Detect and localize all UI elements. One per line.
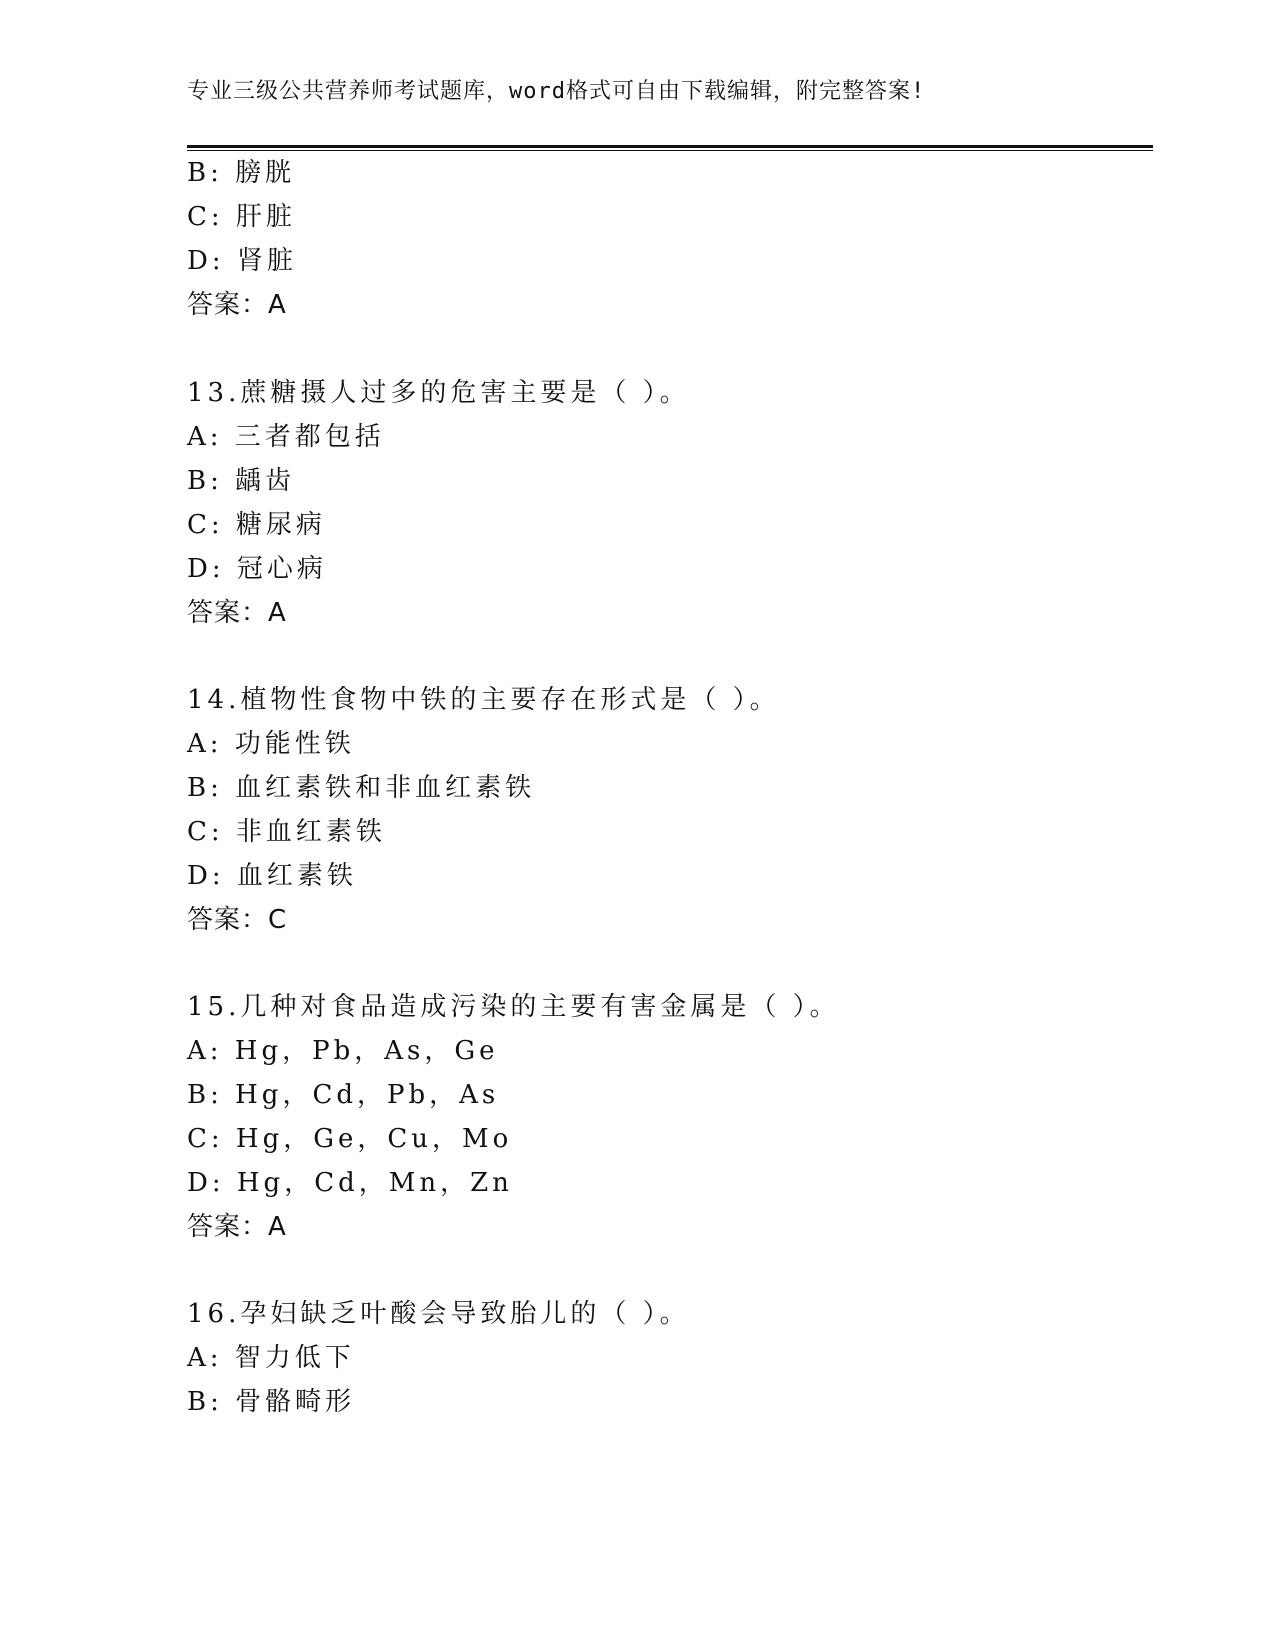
q12-option-c: C: 肝脏	[187, 202, 296, 232]
q13-stem: 13.蔗糖摄人过多的危害主要是（ ）。	[187, 378, 690, 408]
q13-option-a: A: 三者都包括	[187, 422, 385, 452]
q15-option-a: A: Hg，Pb，As，Ge	[187, 1036, 499, 1066]
q12-answer: 答案：A	[187, 290, 287, 320]
q14-option-d: D: 血红素铁	[187, 861, 357, 891]
q14-option-b: B: 血红素铁和非血红素铁	[187, 773, 536, 803]
q16-option-a: A: 智力低下	[187, 1343, 355, 1373]
q14-answer: 答案：C	[187, 905, 288, 935]
q15-option-b: B: Hg，Cd，Pb，As	[187, 1080, 500, 1110]
q13-option-b: B: 龋齿	[187, 466, 296, 496]
q15-option-c: C: Hg，Ge，Cu，Mo	[187, 1124, 513, 1154]
page-header-title: 专业三级公共营养师考试题库，word格式可自由下载编辑，附完整答案!	[187, 79, 926, 104]
header-divider	[187, 145, 1153, 151]
q13-option-c: C: 糖尿病	[187, 510, 326, 540]
q15-answer: 答案：A	[187, 1212, 287, 1242]
q12-option-d: D: 肾脏	[187, 246, 297, 276]
q15-option-d: D: Hg，Cd，Mn，Zn	[187, 1168, 513, 1198]
q13-option-d: D: 冠心病	[187, 554, 327, 584]
q13-answer: 答案：A	[187, 598, 287, 628]
q14-option-a: A: 功能性铁	[187, 729, 355, 759]
q14-option-c: C: 非血红素铁	[187, 817, 386, 847]
q16-option-b: B: 骨骼畸形	[187, 1387, 356, 1417]
q16-stem: 16.孕妇缺乏叶酸会导致胎儿的（ ）。	[187, 1299, 690, 1329]
q12-option-b: B: 膀胱	[187, 158, 296, 188]
q15-stem: 15.几种对食品造成污染的主要有害金属是（ ）。	[187, 992, 840, 1022]
q14-stem: 14.植物性食物中铁的主要存在形式是（ ）。	[187, 685, 780, 715]
